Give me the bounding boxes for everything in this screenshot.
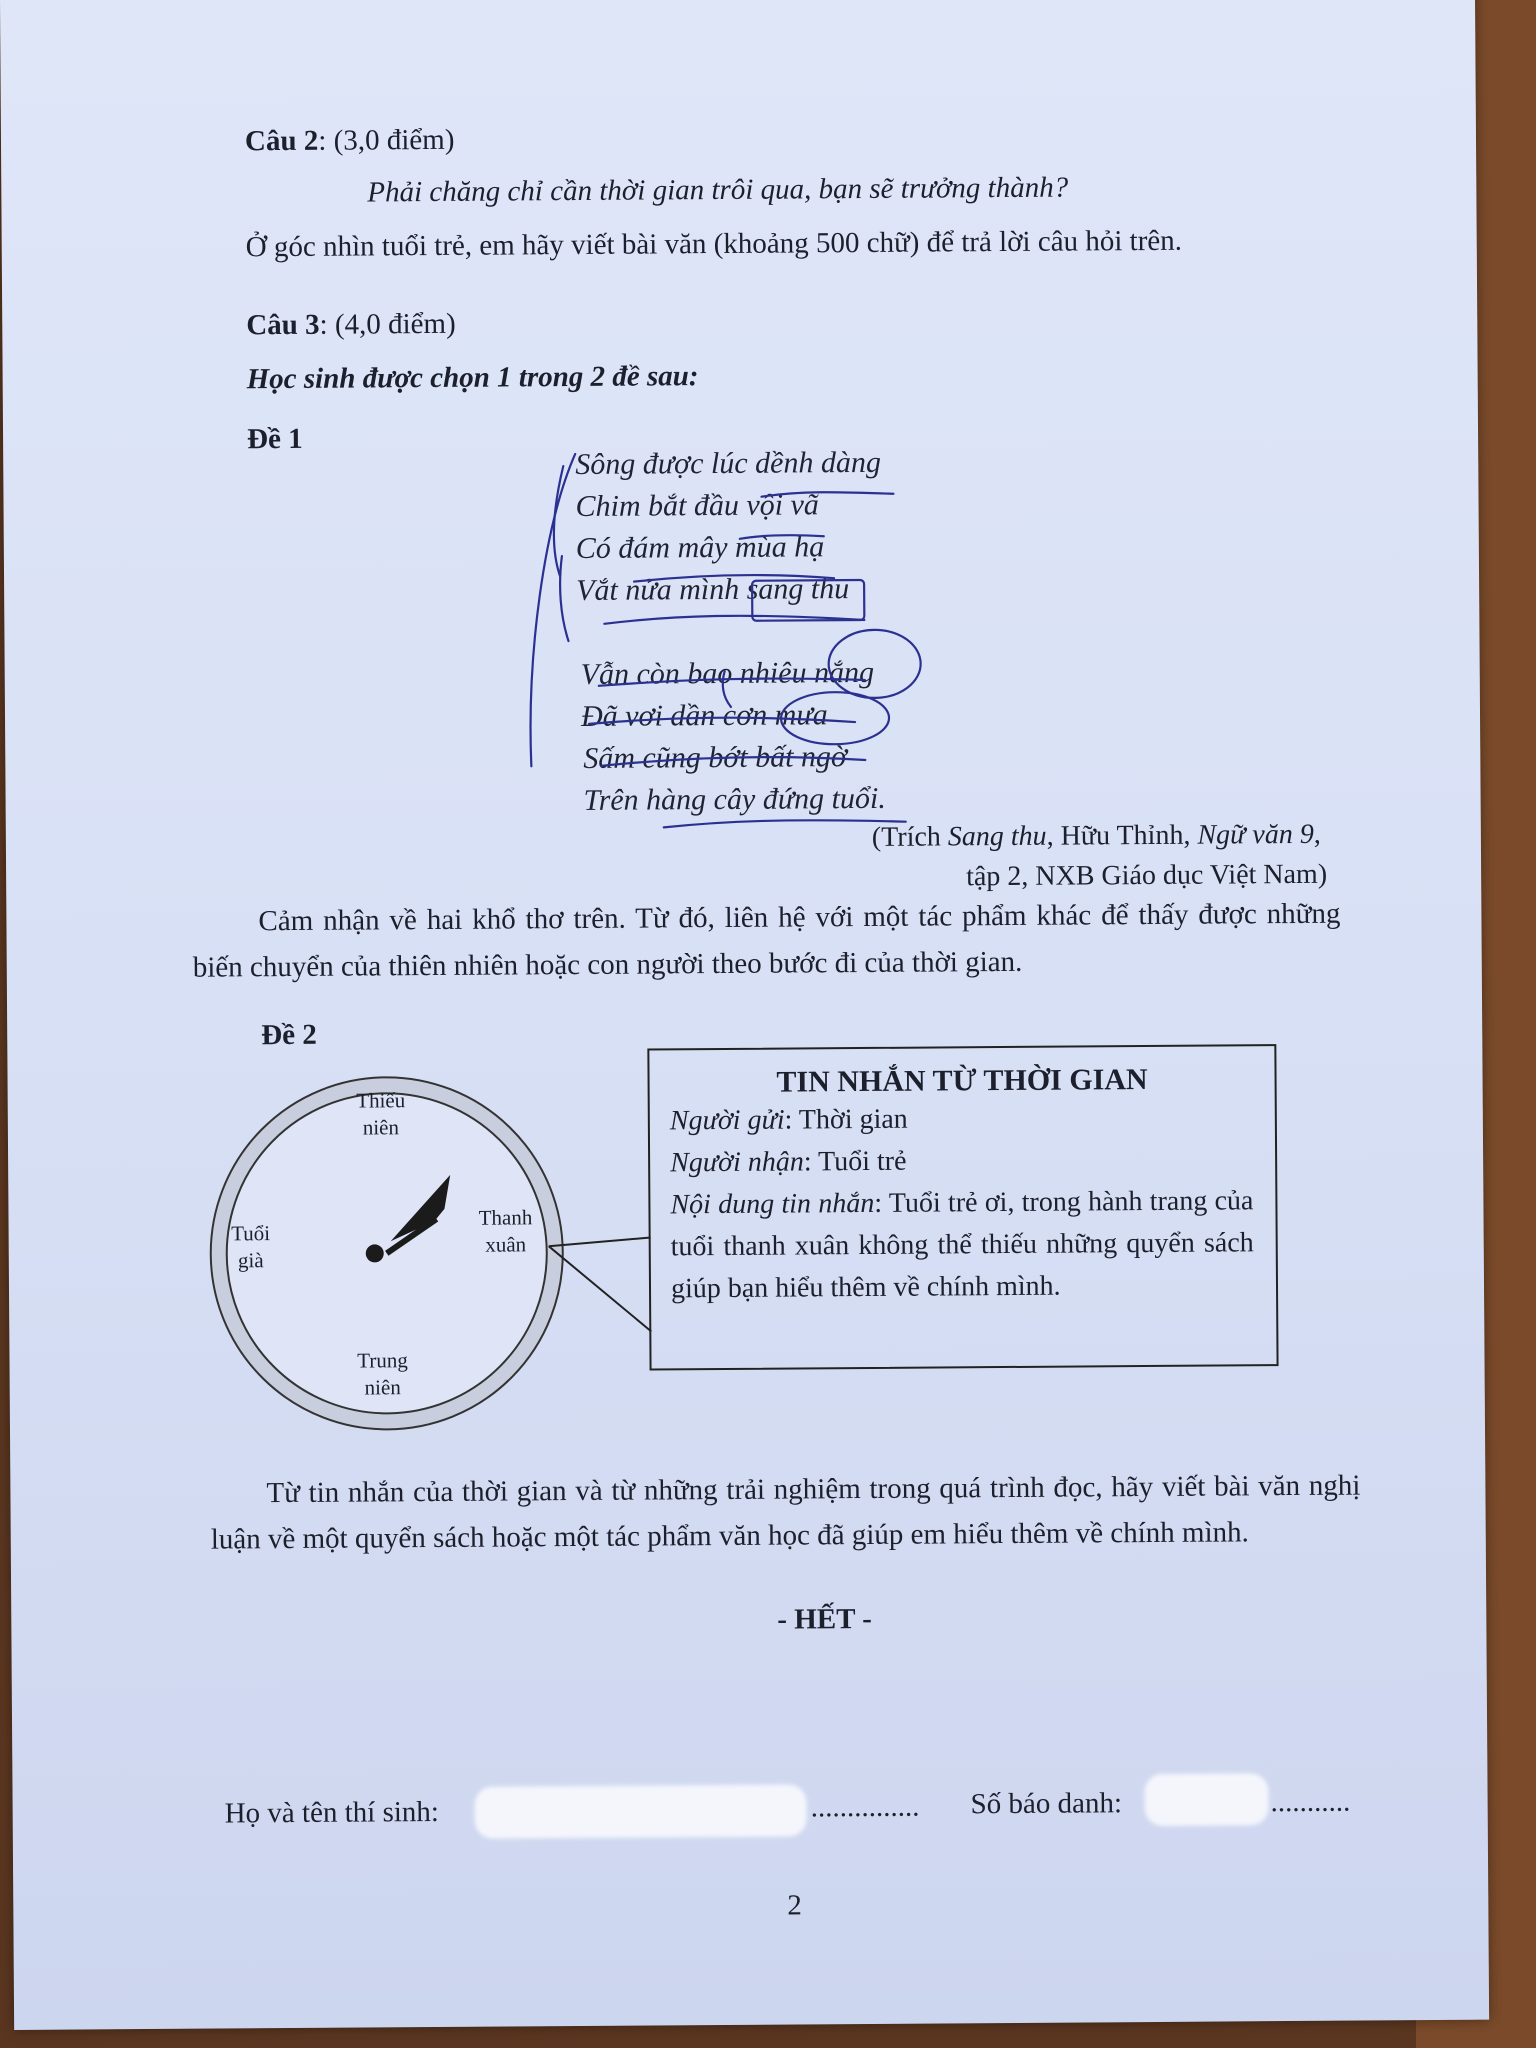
clock-label-thieu-nien: Thiếu niên (356, 1088, 406, 1140)
poem-line: Trên hàng cây đứng tuổi. (583, 781, 886, 817)
message-content: Nội dung tin nhắn: Tuổi trẻ ơi, trong hành trang của tuổi thanh xuân không thể thiếu những quyển sách giúp bạn hiểu thêm về chính mình. (670, 1185, 1254, 1305)
message-receiver: Người nhận: Tuổi trẻ (670, 1145, 907, 1179)
message-box (647, 1044, 1278, 1370)
poem-line: Vắt nửa mình sang thu (576, 572, 850, 607)
candidate-number-dots: ........... (1270, 1785, 1351, 1819)
message-title: TIN NHẮN TỪ THỜI GIAN (776, 1063, 1148, 1099)
cau2-question: Phải chăng chỉ cần thời gian trôi qua, bạn sẽ trưởng thành? (367, 171, 1069, 209)
cau2-instruction: Ở góc nhìn tuổi trẻ, em hãy viết bài văn (khoảng 500 chữ) để trả lời câu hỏi trên. (245, 224, 1183, 264)
message-pointer (547, 1235, 658, 1346)
clock-label-trung-nien: Trung niên (357, 1348, 408, 1400)
cau2-heading: Câu 2: (3,0 điểm) (244, 123, 455, 158)
poem-line: Có đám mây mùa hạ (575, 530, 825, 565)
de1-task: Cảm nhận về hai khổ thơ trên. Từ đó, liên hệ với một tác phẩm khác để thấy được những biến chuyển của thiên nhiên hoặc con người theo bước đi của thời gian. (192, 897, 1341, 984)
poem-source-line1: (Trích Sang thu, Hữu Thỉnh, Ngữ văn 9, (871, 818, 1321, 853)
poem-line: Đã vơi dần cơn mưa (580, 698, 828, 733)
poem-source-line2: tập 2, NXB Giáo dục Việt Nam) (966, 858, 1328, 893)
redacted-name (474, 1784, 806, 1838)
candidate-name-dots: ............... (810, 1790, 920, 1824)
candidate-number-label: Số báo danh: (970, 1787, 1123, 1821)
poem-line: Sông được lúc dềnh dàng (575, 445, 882, 481)
clock-center (366, 1244, 384, 1262)
poem-line: Vẫn còn bao nhiêu nắng (580, 655, 875, 691)
redacted-number (1144, 1773, 1268, 1826)
page-number: 2 (787, 1889, 802, 1922)
poem-line: Sấm cũng bớt bất ngờ (583, 740, 848, 775)
message-sender: Người gửi: Thời gian (669, 1103, 908, 1137)
clock-label-thanh-xuan: Thanh xuân (478, 1205, 533, 1257)
de1-label: Đề 1 (246, 422, 303, 456)
clock-label-tuoi-gia: Tuổi già (231, 1221, 271, 1273)
cau3-heading: Câu 3: (4,0 điểm) (246, 307, 456, 342)
end-mark: - HẾT - (777, 1602, 872, 1636)
cau3-choose: Học sinh được chọn 1 trong 2 đề sau: (246, 360, 699, 396)
poem-line: Chim bắt đầu vội vã (575, 488, 819, 523)
de2-label: Đề 2 (261, 1018, 317, 1052)
pen-annotations (503, 434, 926, 857)
de2-task: Từ tin nhắn của thời gian và từ những trải nghiệm trong quá trình đọc, hãy viết bài văn nghị luận về một quyển sách hoặc một tác phẩm văn học đã giúp em hiểu thêm về chính mình. (210, 1469, 1361, 1556)
candidate-name-label: Họ và tên thí sinh: (224, 1795, 440, 1830)
